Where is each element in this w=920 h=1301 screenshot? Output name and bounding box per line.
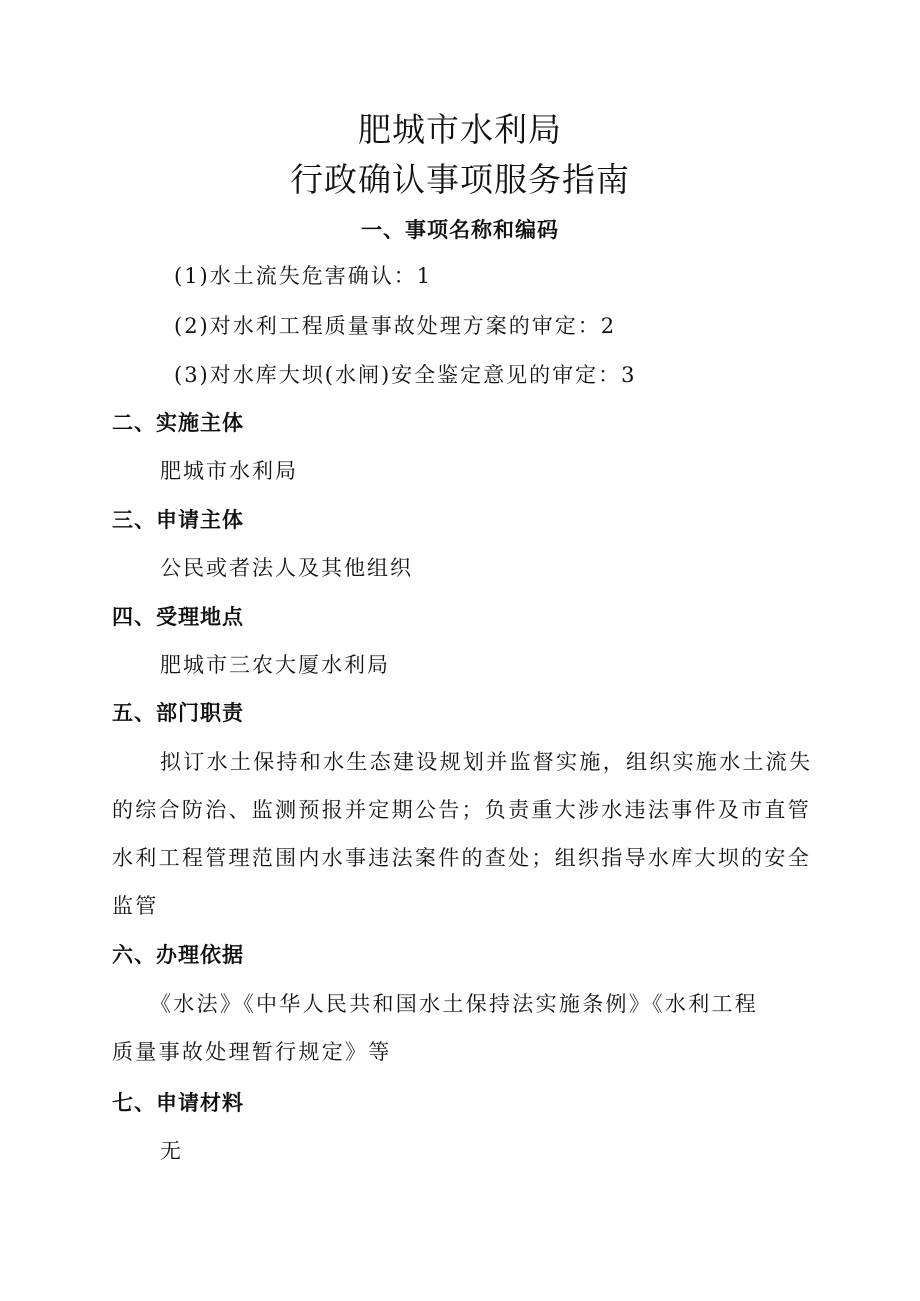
section-heading-department-duties: 五、部门职责 xyxy=(112,701,244,725)
application-materials-text: 无 xyxy=(160,1139,183,1163)
acceptance-location-text: 肥城市三农大厦水利局 xyxy=(160,653,390,677)
implementing-body-text: 肥城市水利局 xyxy=(160,459,298,483)
section-heading-implementing-body: 二、实施主体 xyxy=(112,411,244,435)
section-heading-legal-basis: 六、办理依据 xyxy=(112,943,244,967)
item-code-line-2: (2)对水利工程质量事故处理方案的审定：2 xyxy=(174,314,617,338)
duties-line-3: 水利工程管理范围内水事违法案件的查处；组织指导水库大坝的安全 xyxy=(112,846,811,870)
document-title-line-2: 行政确认事项服务指南 xyxy=(290,160,630,199)
item-code-line-3: (3)对水库大坝(水闸)安全鉴定意见的审定：3 xyxy=(174,363,637,387)
legal-basis-line-1: 《水法》《中华人民共和国水土保持法实施条例》《水利工程 xyxy=(150,992,759,1016)
document-title-line-1: 肥城市水利局 xyxy=(358,110,562,149)
section-heading-application-materials: 七、申请材料 xyxy=(112,1091,244,1115)
section-heading-item-name-code: 一、事项名称和编码 xyxy=(361,218,559,242)
department-duties-paragraph xyxy=(112,738,812,930)
item-code-line-1: (1)水土流失危害确认：1 xyxy=(174,264,433,288)
duties-line-4: 监管 xyxy=(112,894,159,918)
section-heading-applicant: 三、申请主体 xyxy=(112,508,244,532)
duties-line-1: 拟订水土保持和水生态建设规划并监督实施，组织实施水土流失 xyxy=(160,750,813,774)
section-heading-acceptance-location: 四、受理地点 xyxy=(112,605,244,629)
duties-line-2: 的综合防治、监测预报并定期公告；负责重大涉水违法事件及市直管 xyxy=(112,798,811,822)
applicant-text: 公民或者法人及其他组织 xyxy=(160,556,413,580)
legal-basis-paragraph xyxy=(112,980,812,1076)
legal-basis-line-2: 质量事故处理暂行规定》等 xyxy=(112,1040,392,1064)
